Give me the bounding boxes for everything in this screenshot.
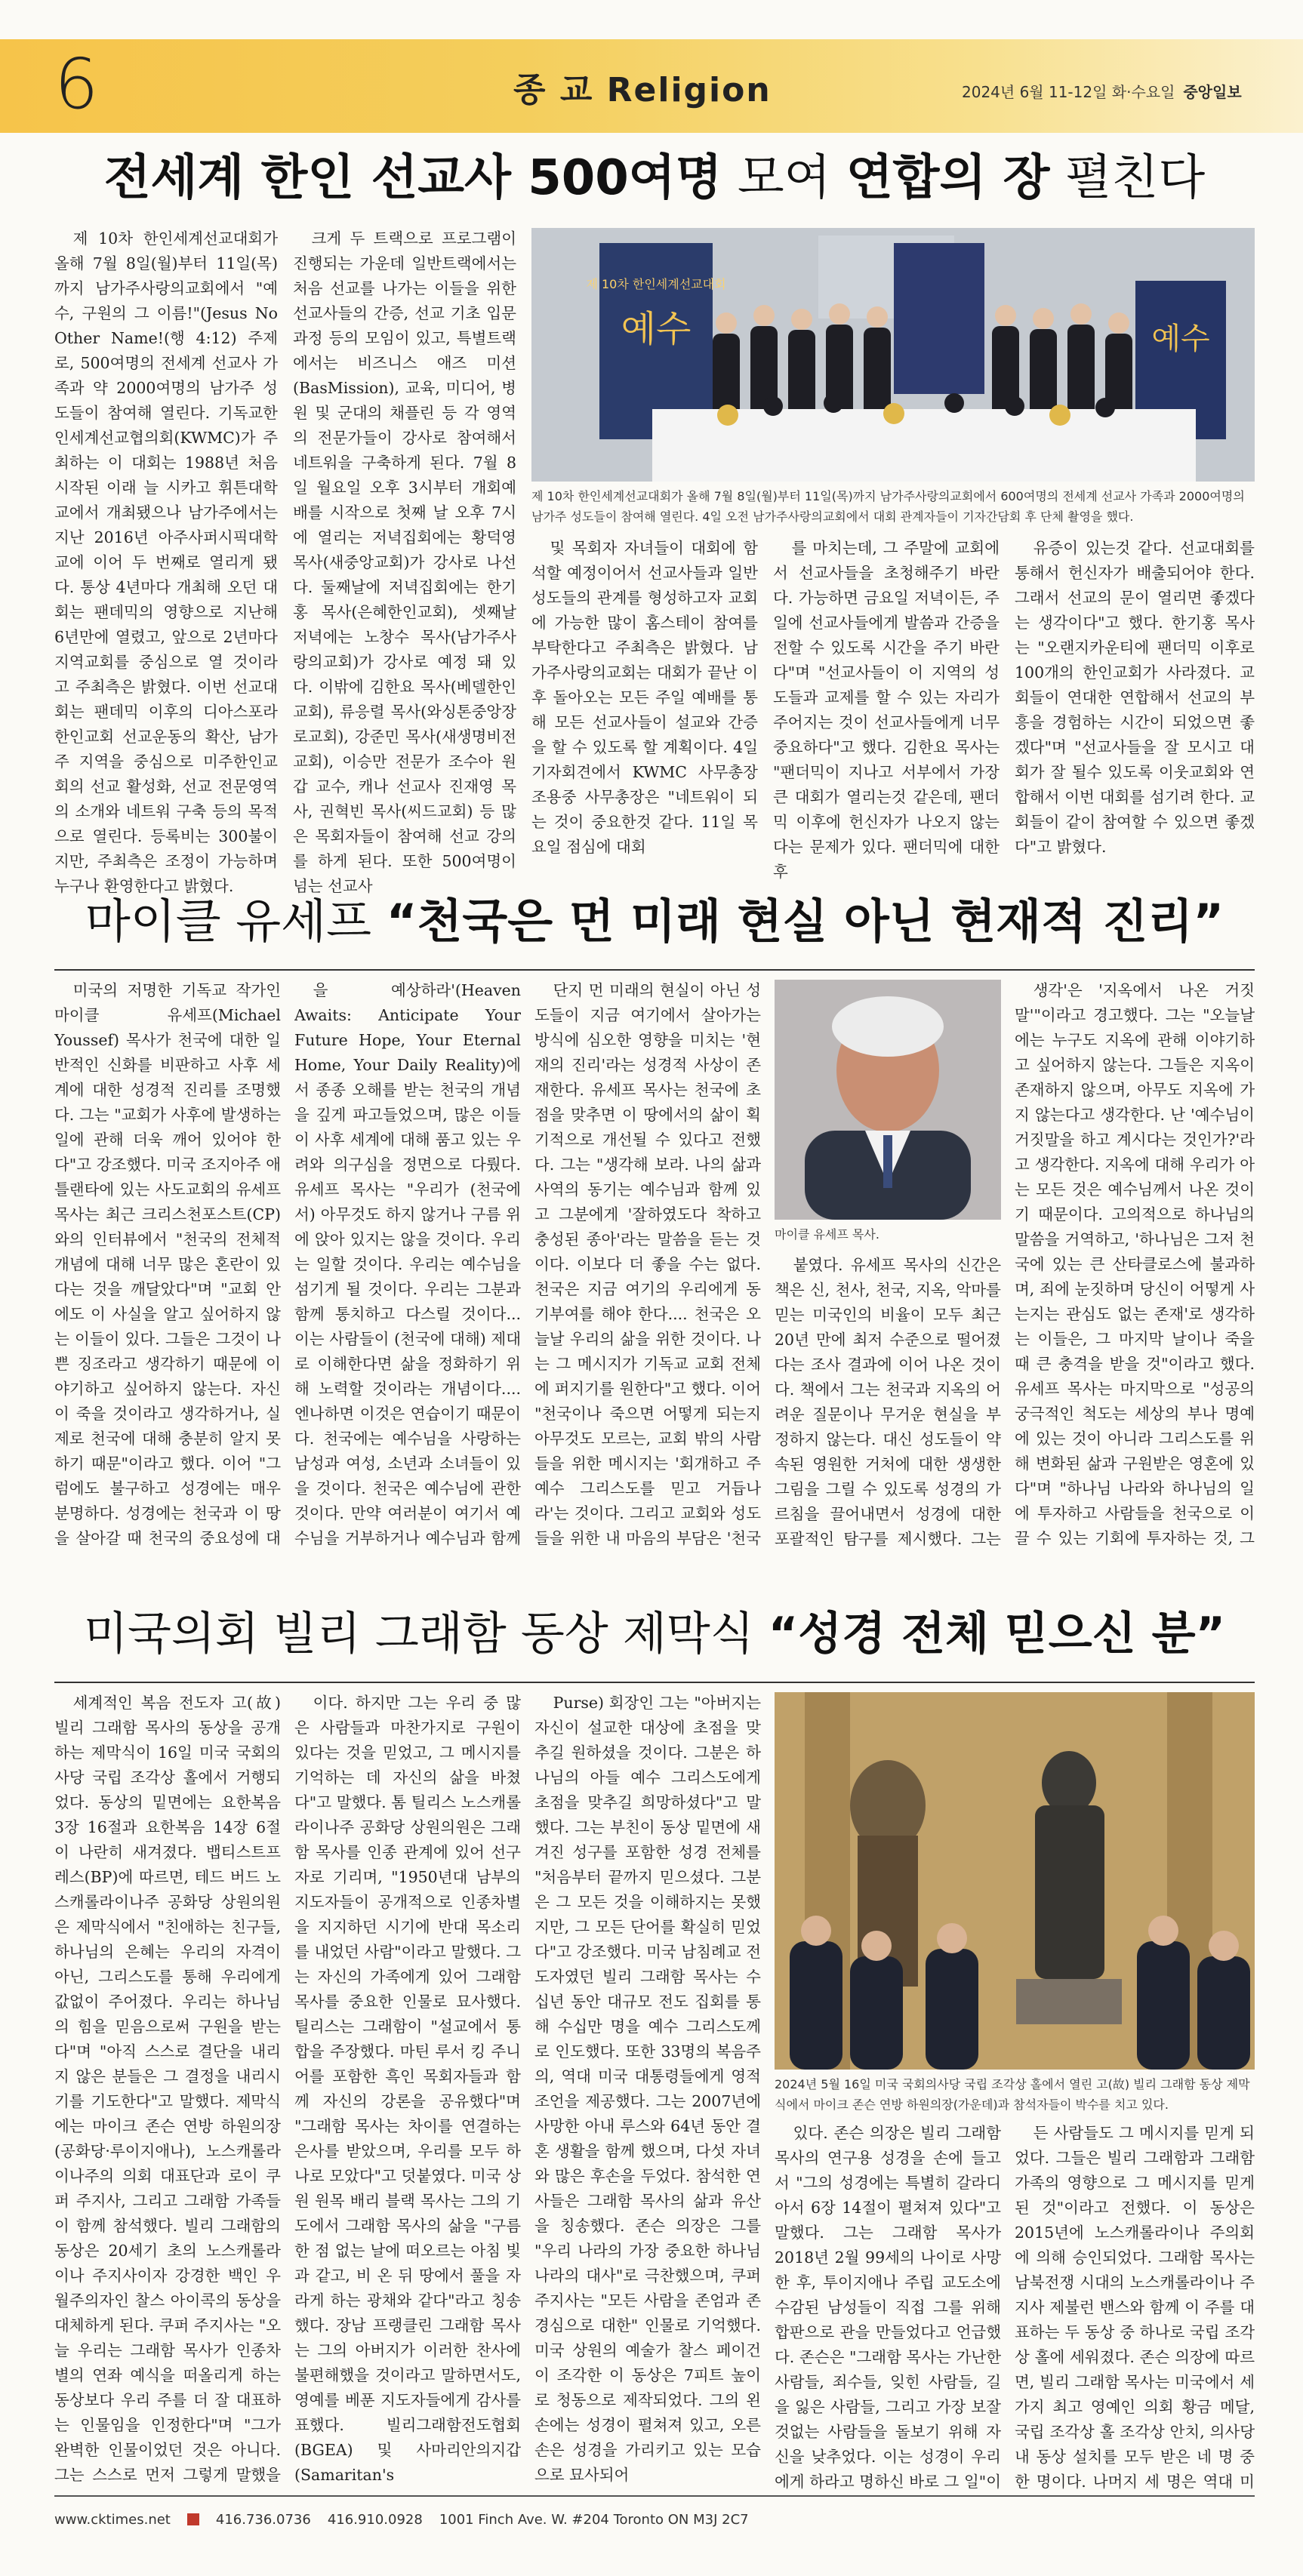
article3-column-2: 이다. 하지만 그는 우리 중 많은 사람들과 마찬가지로 구원이 있다는 것을 믿었고, 그 메시지를 기억하는 데 자신의 삶을 바쳤다"고 말했다. 톰 틸리스 노스캐롤라이나주 공화당 상원의원은 그래함 목사를 인종 관계에 있어 선구자로 기리며, "1950년대 남부의 지도자들이 공개적으로 인종차별을 지지하던 시기에 반대 목소리를 내었던 사람"이라고 말했다. 그는 자신의 가족에게 있어 그래함 목사를 중요한 인물로 묘사했다. 틸리스는 그래함이 "설교에서 통합을 주장했다. 마틴 루서 킹 주니어를 포함한 흑인 목회자들과 함께 자신의 강론을 공유했다"며 "그래함 목사는 차이를 연결하는 은사를 받았으며, 우리를 모두 하나로 모았다"고 덧붙였다. 미국 상원 원목 배리 블랙 목사는 그의 기도에서 그래함 목사의 삶을 "구름 한 점 없는 날에 떠오르는 아침 빛과 같고, 비 온 뒤 땅에서 풀을 자라게 하는 광채와 같다"라고 칭송했다. 장남 프랭클린 그래함 목사는 그의 아버지가 이러한 찬사에 불편해했을 것이라고 말하면서도, 영예를 베푼 지도자들에게 감사를 표했다. 빌리그래함전도협회(BGEA) 및 사마리안의지갑(Samaritan's bbox=[294, 1694, 521, 2484]
article2-photo bbox=[775, 980, 1001, 1220]
footer-phone-1: 416.736.0736 bbox=[215, 2511, 311, 2528]
banner-right-title: 예수 bbox=[1151, 322, 1210, 356]
article1-column-2: 크게 두 트랙으로 프로그램이 진행되는 가운데 일반트랙에서는 처음 선교를 나가는 이들을 위한 선교사들의 간증, 선교 기초 입문 과정 등의 모임이 있고, 특별트랙에서는 비즈니스 애즈 미션(BasMission), 교육, 미디어, 병원 및 군대의 채플린 등 각 영역의 전문가들이 강사로 참여해서 네트워을 구축하게 된다. 7월 8일 월요일 오후 3시부터 개회예배를 시작으로 첫째 날 오후 7시에 열리는 저녁집회에는 황덕영 목사(새중앙교회)가 강사로 나선다. 둘째날에 저녁집회에는 한기홍 목사(은혜한인교회), 셋째날 저녁에는 노창수 목사(남가주사랑의교회)가 강사로 예정 돼 있다. 이밖에 김한요 목사(베델한인교회), 류응렬 목사(와싱톤중앙장로교회), 강준민 목사(새생명비전교회), 이승만 전문가 조수아 원갑 교수, 캐나 선교사 진재영 목사, 권혁빈 목사(씨드교회) 등 많은 목회자들이 참여해 선교 강의를 하게 된다. 또한 500여명이 넘는 선교사 bbox=[293, 229, 516, 895]
article1-column-5: 유증이 있는것 같다. 선교대회를 통해서 헌신자가 배출되어야 한다. 그래서 선교의 문이 열리면 좋겠다는 생각이다"고 했다. 한기홍 목사는 "오랜지카운티에 팬더믹 이후로 100개의 한인교회가 사라졌다. 교회들이 연대한 연합해서 선교의 부흥을 경험하는 시간이 되었으면 좋겠다"며 "선교사들을 잘 모시고 대회가 잘 될수 있도록 이웃교회와 연합해서 이번 대회를 섬기려 한다. 교회들이 같이 참여할 수 있으면 좋겠다"고 밝혔다. bbox=[1015, 539, 1255, 856]
article3-rule bbox=[54, 1682, 1255, 1683]
article3-headline: 미국의회 빌리 그래함 동상 제막식 “성경 전체 믿으신 분” bbox=[83, 1608, 1226, 1660]
article2-column-1: 미국의 저명한 기독교 작가인 마이클 유세프(Michael Youssef) 목사가 천국에 대한 일반적인 신화를 비판하고 사후 세계에 대한 성경적 진리를 조명했다. 그는 "교회가 사후에 발생하는 일에 관해 더욱 깨어 있어야 한다"고 강조했다. 미국 조지아주 애틀랜타에 있는 사도교회의 유세프 목사는 최근 크리스천포스트(CP)와의 인터뷰에서 "천국의 전체적 개념에 대해 너무 많은 혼란이 있다는 것을 깨달았다"며 "교회 안에도 이 사실을 알고 싶어하지 않는 이들이 있다. 그들은 그것이 나쁜 징조라고 생각하기 때문에 이야기하고 싶어하지 않는다. 자신이 죽을 것이라고 생각하거나, 실제로 천국에 대해 충분히 알지 못하기 때문"이라고 했다. 이어 "그럼에도 불구하고 성경에는 매우 분명하다. 성경에는 천국과 이 땅을 살아갈 때 천국의 중요성에 대 bbox=[54, 981, 281, 1547]
article1-column-3: 및 목회자 자녀들이 대회에 함석할 예정이어서 선교사들과 일반 성도들의 관계를 형성하고자 교회에 가능한 많이 홈스테이 참여를 부탁한다고 주최측은 밝혔다. 남가주사랑의교회는 대회가 끝난 이후 돌아오는 모든 주일 예배를 통해 모든 선교사들이 설교와 간증을 할 수 있도록 할 계획이다. 4일 기자회견에서 KWMC 사무총장 조용중 사무총장은 "네트워이 되는 것이 중요한것 같다. 11일 목요일 점심에 대회 bbox=[531, 539, 758, 856]
phone-icon bbox=[187, 2513, 199, 2525]
newspaper-logo: 중앙일보 bbox=[1183, 82, 1242, 101]
article3-photo-caption: 2024년 5월 16일 미국 국회의사당 국립 조각상 홀에서 열린 고(故) 빌리 그래함 동상 제막식에서 마이크 존슨 연방 하원의장(가운데)과 참석자들이 박수를 치고 있다. bbox=[775, 2077, 1250, 2112]
article2-rule bbox=[54, 969, 1255, 971]
article3-column-5: 든 사람들도 그 메시지를 믿게 되었다. 그들은 빌리 그래함과 그래함 가족의 영향으로 그 메시지를 믿게 된 것"이라고 전했다. 이 동상은 2015년에 노스캐롤라이나 주의회에 의해 승인되었다. 그래함 목사는 남북전쟁 시대의 노스캐롤라이나 주지사 제불런 밴스와 함께 이 주를 대표하는 두 동상 중 하나로 국립 조각상 홀에 세워졌다. 존슨 의장에 따르면, 빌리 그래함 목사는 미국에서 세 가지 최고 영예인 의회 황금 메달, 국립 조각상 홀 조각상 안치, 의사당 내 동상 설치를 모두 받은 네 명 중 한 명이다. 나머지 세 명은 역대 미 bbox=[1015, 2124, 1255, 2491]
article1-photo bbox=[531, 228, 1255, 482]
article3-column-4: 있다. 존슨 의장은 빌리 그래함 목사의 연구용 성경을 손에 들고서 "그의 성경에는 특별히 갈라디아서 6장 14절이 펼쳐져 있다"고 말했다. 그는 그래함 목사가 2018년 2월 99세의 나이로 사망한 후, 투이지애나 주립 교도소에 수감된 남성들이 직접 그를 위해 합판으로 관을 만들었다고 언급했다. 존슨은 "그래함 목사는 가난한 사람들, 죄수들, 잊힌 사람들, 길을 잃은 사람들, 그리고 가장 보잘것없는 사람들을 돌보기 위해 자신을 낮추었다. 이는 성경이 우리에게 하라고 명하신 바로 그 일"이 bbox=[775, 2124, 1001, 2491]
website-link[interactable]: www.cktimes.net bbox=[54, 2511, 171, 2528]
article1-headline: 전세계 한인 선교사 500여명 모여 연합의 장 펼친다 bbox=[103, 150, 1206, 206]
article2-column-3: 단지 먼 미래의 현실이 아닌 성도들이 지금 여기에서 살아가는 방식에 심오한 영향을 미치는 '현재의 진리'라는 성경적 사상이 존재한다. 유세프 목사는 천국에 초점을 맞추면 이 땅에서의 삶이 획기적으로 개선될 수 있다고 전했다. 그는 "생각해 보라. 나의 삶과 사역의 동기는 예수님과 함께 있고 그분에게 '잘하였도다 착하고 충성된 종아'라는 말씀을 듣는 것이다. 이보다 더 좋을 수는 없다. 천국은 지금 여기의 우리에게 동기부여를 해야 한다.... 천국은 오늘날 우리의 삶을 위한 것이다. 나는 그 메시지가 기독교 교회 전체에 퍼지기를 원한다"고 했다. 이어 "천국이나 죽으면 어떻게 되는지 아무것도 모르는, 교회 밖의 사람들을 위한 메시지는 '회개하고 주 예수 그리스도를 믿고 거듭나라'는 것이다. 그리고 교회와 성도들을 위한 내 마음의 부담은 '천국 bbox=[534, 981, 761, 1547]
section-title: 종 교 Religion bbox=[513, 71, 772, 109]
article3-column-1: 세계적인 복음 전도자 고(故) 빌리 그래함 목사의 동상을 공개하는 제막식이 16일 미국 국회의사당 국립 조각상 홀에서 거행되었다. 동상의 밑면에는 요한복음 3장 16절과 요한복음 14장 6절이 나란히 새겨졌다. 뱁티스트프레스(BP)에 따르면, 테드 버드 노스캐롤라이나주 공화당 상원의원은 제막식에서 "친애하는 친구들, 하나님의 은혜는 우리의 자격이 아닌, 그리스도를 통해 우리에게 값없이 주어졌다. 우리는 하나님의 힘을 믿음으로써 구원을 받는다"며 "아직 스스로 결단을 내리지 않은 분들은 그 결정을 내리시기를 기도한다"고 말했다. 제막식에는 마이크 존슨 연방 하원의장(공화당·루이지애나), 노스캐롤라이나주의 의회 대표단과 로이 쿠퍼 주지사, 그리고 그래함 가족들이 함께 참석했다. 빌리 그래함의 동상은 20세기 초의 노스캐롤라이나 주지사이자 강경한 백인 우월주의자인 찰스 아이콕의 동상을 대체하게 된다. 쿠퍼 주지사는 "오늘 우리는 그래함 목사가 인종차별의 연좌 예식을 떠올리게 하는 동상보다 우리 주를 더 잘 대표하는 인물임을 인정한다"며 "그가 완벽한 인물이었던 것은 아니다. 그는 스스로 먼저 그렇게 말했을 bbox=[54, 1694, 281, 2484]
footer bbox=[54, 2504, 749, 2534]
footer-rule bbox=[54, 2495, 1255, 2497]
article3-photo bbox=[775, 1692, 1255, 2070]
page-number: 6 bbox=[54, 44, 99, 125]
footer-address: 1001 Finch Ave. W. #204 Toronto ON M3J 2C7 bbox=[439, 2511, 749, 2528]
article1-column-4: 를 마치는데, 그 주말에 교회에서 선교사들을 초청해주기 바란다. 가능하면 금요일 저녁이든, 주일에 선교사들에게 발씀과 간증을 전할 수 있도록 시간을 주기 바란다"며 "선교사들이 이 지역의 성도들과 교제를 할 수 있는 자리가 주어지는 것이 선교사들에게 너무 중요하다"고 했다. 김한요 목사는 "팬더믹이 지나고 서부에서 가장 큰 대회가 열리는것 같은데, 팬더믹 이후에 헌신자가 나오지 않는다는 문제가 있다. 팬더믹에 대한 후 bbox=[773, 539, 1000, 881]
article2-column-5: 생각'은 '지옥에서 나온 거짓말'"이라고 경고했다. 그는 "오늘날에는 누구도 지옥에 관해 이야기하고 싶어하지 않는다. 그들은 지옥이 존재하지 않으며, 아무도 지옥에 가지 않는다고 생각한다. 난 '예수님이 거짓말을 하고 계시다는 것인가?'라고 생각한다. 지옥에 대해 우리가 아는 모든 것은 예수님께서 나온 것이기 때문이다. 고의적으로 하나님의 말씀을 거역하고, '하나님은 그저 천국에 있는 큰 산타클로스에 불과하며, 죄에 눈짓하며 당신이 어떻게 사는지는 관심도 없는 존재'로 생각하는 이들은, 그 마지막 날이나 죽을 때 큰 충격을 받을 것"이라고 했다. 유세프 목사는 마지막으로 "성공의 궁극적인 척도는 세상의 부나 명예에 있는 것이 아니라 그리스도를 위해 변화된 삶과 구원받은 영혼에 있다"며 "하나님 나라와 하나님의 일에 투자하고 사람들을 천국으로 이끌 수 있는 기회에 투자하는 것, 그 bbox=[1015, 981, 1255, 1547]
article2-column-4: 붙였다. 유세프 목사의 신간은 책은 신, 천사, 천국, 지옥, 악마를 믿는 미국인의 비율이 모두 최근 20년 만에 최저 수준으로 떨어졌다는 조사 결과에 이어 나온 것이다. 책에서 그는 천국과 지옥의 어려운 질문이나 무거운 현실을 부정하지 않는다. 대신 성도들이 약속된 영원한 거처에 대한 생생한 그림을 그릴 수 있도록 성경의 가르침을 끌어내면서 성경에 대한 포괄적인 탐구를 제시했다. 그는 bbox=[775, 1256, 1001, 1548]
article2-column-2: 을 예상하라'(Heaven Awaits: Anticipate Your Future Hope, Your Eternal Home, Your Daily Reality)에서 종종 오해를 받는 천국의 개념을 깊게 파고들었으며, 많은 이들이 사후 세계에 대해 품고 있는 우려와 의구심을 정면으로 다뤘다. 유세프 목사는 "우리가 (천국에서) 아무것도 하지 않거나 구름 위에 앉아 있지는 않을 것이다. 우리는 일할 것이다. 우리는 예수님을 섬기게 될 것이다. 우리는 그분과 함께 통치하고 다스릴 것이다... 이는 사람들이 (천국에 대해) 제대로 이해한다면 삶을 정화하기 위해 노력할 것이라는 개념이다.... 엔나하면 이것은 연습이기 때문이다. 천국에는 예수님을 사랑하는 남성과 여성, 소년과 소녀들이 있을 것이다. 천국은 예수님에 관한 것이다. 만약 여러분이 여기서 예수님을 거부하거나 예수님과 함께 bbox=[294, 981, 521, 1547]
issue-date: 2024년 6월 11-12일 화·수요일 bbox=[962, 83, 1175, 101]
banner-left-title: 예수 bbox=[621, 308, 692, 350]
article2-photo-caption: 마이클 유세프 목사. bbox=[775, 1227, 879, 1242]
banner-left-text: 제 10차 한인세계선교대회 bbox=[586, 277, 726, 291]
article1-photo-caption: 제 10차 한인세계선교대회가 올해 7월 8일(월)부터 11일(목)까지 남가주사랑의교회에서 600여명의 전세계 선교사 가족과 2000여명의 남가주 성도들이 참여해 열린다. 4일 오전 남가주사랑의교회에서 대회 관계자들이 기자간담회 후 단체 촬영을 했다. bbox=[531, 489, 1245, 524]
article3-column-3: Purse) 회장인 그는 "아버지는 자신이 설교한 대상에 초점을 맞추길 원하셨을 것이다. 그분은 하나님의 아들 예수 그리스도에게 초점을 맞추길 희망하셨다"고 말했다. 그는 부친이 동상 밑면에 새겨진 성구를 포함한 성경 전체를 "처음부터 끝까지 믿으셨다. 그분은 그 모든 것을 이해하지는 못했지만, 그 모든 단어를 확실히 믿었다"고 강조했다. 미국 남침례교 전도자였던 빌리 그래함 목사는 수십년 동안 대규모 전도 집회를 통해 수십만 명을 예수 그리스도께로 인도했다. 또한 33명의 복음주의, 역대 미국 대통령들에게 영적 조언을 제공했다. 그는 2007년에 사망한 아내 루스와 64년 동안 결혼 생활을 함께 했으며, 다섯 자녀와 많은 후손을 두었다. 참석한 연사들은 그래함 목사의 삶과 유산을 칭송했다. 존슨 의장은 그를 "우리 나라의 가장 중요한 하나님 나라의 대사"로 극찬했으며, 쿠퍼 주지사는 "모든 사람을 존엄과 존경심으로 대한" 인물로 기억했다. 미국 상원의 예술가 찰스 페이건이 조각한 이 동상은 7피트 높이로 청동으로 제작되었다. 그의 왼손에는 성경이 펼쳐져 있고, 오른손은 성경을 가리키고 있는 모습으로 묘사되어 bbox=[534, 1694, 761, 2484]
article2-headline: 마이클 유세프 “천국은 먼 미래 현실 아닌 현재적 진리” bbox=[85, 894, 1224, 949]
article1-column-1: 제 10차 한인세계선교대회가 올해 7월 8일(월)부터 11일(목)까지 남가주사랑의교회에서 "예수, 구원의 그 이름!"(Jesus No Other Name!(행 4:12) 주제로, 500여명의 전세계 선교사 가족과 약 2000여명의 남가주 성도들이 참여해 열린다. 기독교한인세계선교협의회(KWMC)가 주최하는 이 대회는 1988년 처음 시작된 이래 늘 시카고 휘튼대학교에서 개최됐으나 남가주에서는 지난 2016년 아주사퍼시픽대학교에 이어 두 번째로 열리게 됐다. 통상 4년마다 개최해 오던 대회는 팬데믹의 영향으로 지난해 6년만에 열렸고, 앞으로 2년마다 지역교회를 중심으로 열 것이라고 주최측은 밝혔다. 이번 선교대회는 팬데믹 이후의 디아스포라 한인교회 선교운동의 확산, 남가주 지역을 중심으로 미주한인교회의 선교 활성화, 선교 전문영역의 소개와 네트워 구축 등의 목적으로 열린다. 등록비는 300불이지만, 주최측은 조정이 가능하며 누구나 환영한다고 밝혔다. bbox=[54, 229, 278, 895]
footer-phone-2: 416.910.0928 bbox=[327, 2511, 423, 2528]
spacer bbox=[54, 877, 1255, 878]
